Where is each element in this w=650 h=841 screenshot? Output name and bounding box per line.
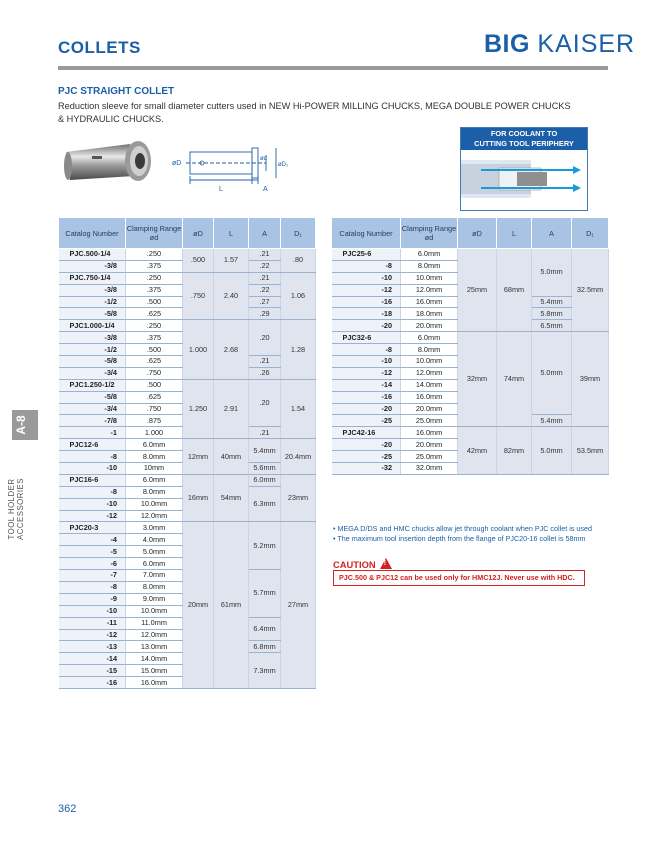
col-length: L xyxy=(214,218,249,249)
catalog-number: -11 xyxy=(59,617,126,629)
clamping-range: 8.0mm xyxy=(401,344,458,356)
notes xyxy=(333,524,613,543)
catalog-number: -13 xyxy=(59,641,126,653)
cell-a: .21 xyxy=(249,272,281,284)
table-row xyxy=(59,474,316,486)
catalog-number: -14 xyxy=(59,653,126,665)
clamping-range: 8.0mm xyxy=(126,581,183,593)
section-description: Reduction sleeve for small diameter cutters used in NEW Hi-POWER MILLING CHUCKS, MEGA DOUBLE POWER CHUCKS & HYDRAULIC CHUCKS. xyxy=(58,101,571,124)
brand-big: BIG xyxy=(484,30,530,58)
brand-logo xyxy=(484,30,635,59)
cell-d1: .80 xyxy=(281,249,316,273)
catalog-number: -7 xyxy=(59,570,126,582)
catalog-number: -20 xyxy=(332,403,401,415)
coolant-illustration xyxy=(461,150,585,208)
cell-a: 6.3mm xyxy=(249,486,281,522)
cell-a: 7.3mm xyxy=(249,653,281,689)
catalog-number: -5/8 xyxy=(59,356,126,368)
cell-a: 5.4mm xyxy=(532,296,572,308)
clamping-range: .250 xyxy=(126,272,183,284)
cell-d: 20mm xyxy=(183,522,214,688)
catalog-number: -18 xyxy=(332,308,401,320)
clamping-range: 13.0mm xyxy=(126,641,183,653)
clamping-range: .625 xyxy=(126,391,183,403)
catalog-number: -25 xyxy=(332,451,401,463)
clamping-range: .375 xyxy=(126,260,183,272)
clamping-range: .500 xyxy=(126,379,183,391)
clamping-range: 12.0mm xyxy=(126,510,183,522)
table-row xyxy=(59,379,316,391)
catalog-number: PJC1.000-1/4 xyxy=(59,320,126,332)
clamping-range: 1.000 xyxy=(126,427,183,439)
cell-d1: 1.06 xyxy=(281,272,316,320)
coolant-panel xyxy=(460,127,588,211)
table-row xyxy=(332,427,609,439)
cell-a: 5.6mm xyxy=(249,463,281,475)
catalog-number: -10 xyxy=(332,356,401,368)
collet-photo xyxy=(64,136,152,186)
clamping-range: 10.0mm xyxy=(126,605,183,617)
cell-a: .29 xyxy=(249,308,281,320)
cell-d1: 1.28 xyxy=(281,320,316,379)
col-d1: D₁ xyxy=(572,218,609,249)
catalog-number: -12 xyxy=(59,510,126,522)
clamping-range: 15.0mm xyxy=(126,665,183,677)
cell-a: .20 xyxy=(249,320,281,356)
cell-a: .21 xyxy=(249,427,281,439)
clamping-range: 25.0mm xyxy=(401,451,458,463)
cell-d: .750 xyxy=(183,272,214,320)
catalog-number: -3/8 xyxy=(59,284,126,296)
clamping-range: 16.0mm xyxy=(401,391,458,403)
cell-d1: 39mm xyxy=(572,332,609,427)
cell-a: .27 xyxy=(249,296,281,308)
catalog-number: -10 xyxy=(59,498,126,510)
cell-a: .22 xyxy=(249,284,281,296)
catalog-number: -12 xyxy=(332,367,401,379)
cell-a: 5.4mm xyxy=(249,439,281,463)
page-number: 362 xyxy=(58,803,77,815)
clamping-range: .250 xyxy=(126,320,183,332)
clamping-range: .875 xyxy=(126,415,183,427)
clamping-range: 11.0mm xyxy=(126,617,183,629)
col-clamping: Clamping Range ød xyxy=(401,218,458,249)
table-row xyxy=(59,249,316,261)
cell-d: 32mm xyxy=(458,332,497,427)
clamping-range: 6.0mm xyxy=(401,332,458,344)
catalog-number: -5/8 xyxy=(59,391,126,403)
cell-a: .21 xyxy=(249,356,281,368)
cell-a: 6.8mm xyxy=(249,641,281,653)
cell-d1: 1.54 xyxy=(281,379,316,438)
clamping-range: .500 xyxy=(126,296,183,308)
cell-a: 5.0mm xyxy=(532,332,572,415)
catalog-number: -16 xyxy=(59,677,126,689)
cell-l: 40mm xyxy=(214,439,249,475)
label-d1: øD₁ xyxy=(278,162,289,168)
cell-d1: 53.5mm xyxy=(572,427,609,475)
clamping-range: 16.0mm xyxy=(401,427,458,439)
cell-l: 74mm xyxy=(497,332,532,427)
catalog-number: -14 xyxy=(332,379,401,391)
catalog-number: -9 xyxy=(59,593,126,605)
coolant-caption-line2: CUTTING TOOL PERIPHERY xyxy=(474,139,574,148)
catalog-number: -1/2 xyxy=(59,296,126,308)
clamping-range: 12.0mm xyxy=(401,367,458,379)
catalog-number: PJC1.250-1/2 xyxy=(59,379,126,391)
catalog-number: -4 xyxy=(59,534,126,546)
catalog-number: -8 xyxy=(59,451,126,463)
catalog-number: -1 xyxy=(59,427,126,439)
cell-d: 1.000 xyxy=(183,320,214,379)
clamping-range: 18.0mm xyxy=(401,308,458,320)
label-bore: ød xyxy=(260,156,268,162)
catalog-number: PJC25-6 xyxy=(332,249,401,261)
collet-drawing xyxy=(166,138,301,194)
cell-a: 6.4mm xyxy=(249,617,281,641)
col-length: L xyxy=(497,218,532,249)
caution-text: PJC.500 & PJC12 can be used only for HMC12J. Never use with HDC. xyxy=(333,570,585,586)
cell-a: 5.4mm xyxy=(532,415,572,427)
catalog-number: -8 xyxy=(332,344,401,356)
spec-table-right xyxy=(331,217,609,475)
col-a: A xyxy=(532,218,572,249)
clamping-range: 10mm xyxy=(126,463,183,475)
clamping-range: 25.0mm xyxy=(401,415,458,427)
cell-l: 54mm xyxy=(214,474,249,522)
cell-l: 82mm xyxy=(497,427,532,475)
catalog-number: -12 xyxy=(332,284,401,296)
clamping-range: 10.0mm xyxy=(401,356,458,368)
cell-d: 1.250 xyxy=(183,379,214,438)
catalog-number: -20 xyxy=(332,439,401,451)
catalog-number: -32 xyxy=(332,463,401,475)
clamping-range: .625 xyxy=(126,356,183,368)
catalog-number: -10 xyxy=(332,272,401,284)
col-d1: D₁ xyxy=(281,218,316,249)
catalog-number: -3/8 xyxy=(59,332,126,344)
catalog-number: -3/4 xyxy=(59,403,126,415)
table-row xyxy=(59,272,316,284)
caution-heading xyxy=(333,557,392,570)
clamping-range: 20.0mm xyxy=(401,439,458,451)
clamping-range: .375 xyxy=(126,332,183,344)
note-item: • The maximum tool insertion depth from the flange of PJC20-16 collet is 58mm xyxy=(333,533,586,543)
clamping-range: 20.0mm xyxy=(401,403,458,415)
cell-d: 25mm xyxy=(458,249,497,332)
clamping-range: 32.0mm xyxy=(401,463,458,475)
page-title: COLLETS xyxy=(58,38,141,57)
clamping-range: 7.0mm xyxy=(126,570,183,582)
catalog-number: PJC12-6 xyxy=(59,439,126,451)
catalog-number: PJC32-6 xyxy=(332,332,401,344)
cell-a: 5.8mm xyxy=(532,308,572,320)
cell-a: .21 xyxy=(249,249,281,261)
clamping-range: 8.0mm xyxy=(126,451,183,463)
catalog-number: -8 xyxy=(59,486,126,498)
clamping-range: 6.0mm xyxy=(126,474,183,486)
clamping-range: 9.0mm xyxy=(126,593,183,605)
clamping-range: 16.0mm xyxy=(126,677,183,689)
catalog-number: -15 xyxy=(59,665,126,677)
col-catalog: Catalog Number xyxy=(59,218,126,249)
catalog-number: -1/2 xyxy=(59,344,126,356)
cell-d1: 23mm xyxy=(281,474,316,522)
clamping-range: 6.0mm xyxy=(126,439,183,451)
chapter-tab xyxy=(12,410,38,440)
clamping-range: 4.0mm xyxy=(126,534,183,546)
catalog-number: -12 xyxy=(59,629,126,641)
catalog-number: -16 xyxy=(332,391,401,403)
cell-a: 5.2mm xyxy=(249,522,281,570)
clamping-range: 14.0mm xyxy=(126,653,183,665)
catalog-number: -6 xyxy=(59,558,126,570)
label-a: A xyxy=(263,186,268,193)
cell-l: 2.40 xyxy=(214,272,249,320)
cell-a: .26 xyxy=(249,367,281,379)
catalog-number: -5/8 xyxy=(59,308,126,320)
table-row xyxy=(332,332,609,344)
chapter-tab-label: A-8 xyxy=(14,415,28,435)
clamping-range: 6.0mm xyxy=(126,558,183,570)
spec-table-left xyxy=(58,217,316,689)
col-clamping: Clamping Range ød xyxy=(126,218,183,249)
table-row xyxy=(59,439,316,451)
catalog-number: -10 xyxy=(59,463,126,475)
cell-d: 12mm xyxy=(183,439,214,475)
clamping-range: .625 xyxy=(126,308,183,320)
clamping-range: 16.0mm xyxy=(401,296,458,308)
clamping-range: 14.0mm xyxy=(401,379,458,391)
cell-a: 6.0mm xyxy=(249,474,281,486)
catalog-number: -8 xyxy=(59,581,126,593)
catalog-number: -7/8 xyxy=(59,415,126,427)
cell-d1: 20.4mm xyxy=(281,439,316,475)
col-catalog: Catalog Number xyxy=(332,218,401,249)
clamping-range: 10.0mm xyxy=(401,272,458,284)
cell-l: 61mm xyxy=(214,522,249,688)
clamping-range: .250 xyxy=(126,249,183,261)
warning-icon: ! xyxy=(380,558,392,569)
clamping-range: .750 xyxy=(126,403,183,415)
cell-a: 6.5mm xyxy=(532,320,572,332)
coolant-caption-line1: FOR COOLANT TO xyxy=(490,129,558,138)
catalog-number: -16 xyxy=(332,296,401,308)
clamping-range: 12.0mm xyxy=(401,284,458,296)
catalog-number: -8 xyxy=(332,260,401,272)
catalog-number: -3/8 xyxy=(59,260,126,272)
table-header-row xyxy=(59,218,316,249)
clamping-range: .750 xyxy=(126,367,183,379)
cell-d: 16mm xyxy=(183,474,214,522)
catalog-number: PJC.750-1/4 xyxy=(59,272,126,284)
catalog-number: -10 xyxy=(59,605,126,617)
cell-a: .20 xyxy=(249,379,281,427)
note-item: • MEGA D/DS and HMC chucks allow jet through coolant when PJC collet is used xyxy=(333,524,592,533)
catalog-number: PJC.500-1/4 xyxy=(59,249,126,261)
cell-d: 42mm xyxy=(458,427,497,475)
chapter-name: TOOL HOLDER ACCESSORIES xyxy=(7,478,25,540)
clamping-range: 8.0mm xyxy=(401,260,458,272)
col-od: øD xyxy=(183,218,214,249)
brand-kaiser: KAISER xyxy=(537,30,636,58)
cell-d1: 27mm xyxy=(281,522,316,688)
cell-a: 5.7mm xyxy=(249,570,281,618)
catalog-number: PJC20-3 xyxy=(59,522,126,534)
table-row xyxy=(59,522,316,534)
catalog-number: -3/4 xyxy=(59,367,126,379)
cell-l: 68mm xyxy=(497,249,532,332)
cell-l: 1.57 xyxy=(214,249,249,273)
cell-l: 2.68 xyxy=(214,320,249,379)
clamping-range: 12.0mm xyxy=(126,629,183,641)
clamping-range: 5.0mm xyxy=(126,546,183,558)
label-od: øD xyxy=(172,160,182,167)
clamping-range: 6.0mm xyxy=(401,249,458,261)
table-row xyxy=(332,249,609,261)
coolant-caption xyxy=(461,128,587,150)
table-row xyxy=(59,320,316,332)
catalog-number: -5 xyxy=(59,546,126,558)
col-a: A xyxy=(249,218,281,249)
cell-d1: 32.5mm xyxy=(572,249,609,332)
cell-a: 5.0mm xyxy=(532,249,572,297)
label-length: L xyxy=(219,186,223,193)
clamping-range: 10.0mm xyxy=(126,498,183,510)
header-divider xyxy=(58,66,608,70)
catalog-number: PJC42-16 xyxy=(332,427,401,439)
catalog-number: -25 xyxy=(332,415,401,427)
clamping-range: 8.0mm xyxy=(126,486,183,498)
catalog-number: -20 xyxy=(332,320,401,332)
clamping-range: 3.0mm xyxy=(126,522,183,534)
clamping-range: .375 xyxy=(126,284,183,296)
cell-d: .500 xyxy=(183,249,214,273)
catalog-number: PJC16-6 xyxy=(59,474,126,486)
table-header-row xyxy=(332,218,609,249)
cell-a: .22 xyxy=(249,260,281,272)
cell-l: 2.91 xyxy=(214,379,249,438)
cell-a: 5.0mm xyxy=(532,427,572,475)
clamping-range: 20.0mm xyxy=(401,320,458,332)
clamping-range: .500 xyxy=(126,344,183,356)
caution-label: CAUTION xyxy=(333,559,376,570)
section-title: PJC STRAIGHT COLLET xyxy=(58,86,175,97)
col-od: øD xyxy=(458,218,497,249)
